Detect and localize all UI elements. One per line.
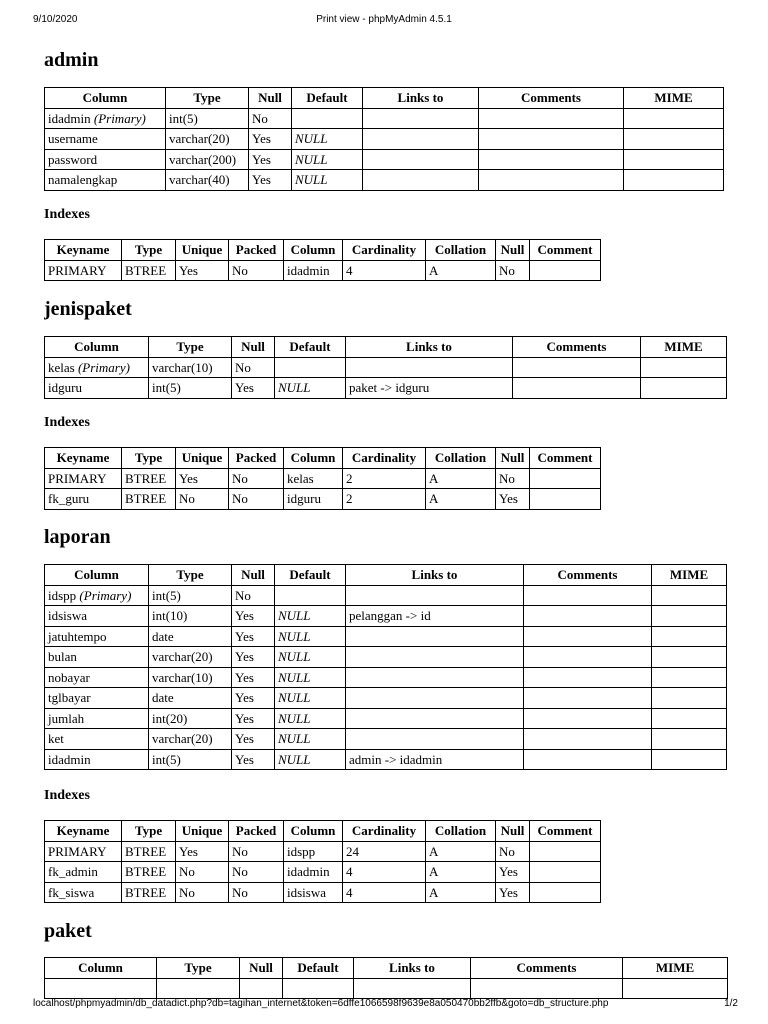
table-title-jenispaket: jenispaket — [44, 298, 132, 320]
index-header: Packed — [229, 821, 284, 842]
column-name: idguru — [48, 380, 82, 396]
column-name: nobayar — [48, 669, 90, 685]
column-links: admin -> idadmin — [346, 749, 524, 770]
column-name: password — [48, 151, 98, 167]
indexes-title-admin: Indexes — [44, 207, 90, 222]
column-name-cell — [45, 585, 149, 606]
index-cell — [530, 882, 601, 903]
column-links — [363, 170, 479, 191]
column-name: jatuhtempo — [48, 628, 107, 644]
column-name-cell — [45, 626, 149, 647]
index-header: Null — [496, 821, 530, 842]
print-title: Print view - phpMyAdmin 4.5.1 — [316, 14, 452, 25]
column-null: Yes — [232, 606, 275, 627]
index-cell: A — [426, 260, 496, 281]
column-header: Null — [232, 565, 275, 586]
column-links: paket -> idguru — [346, 378, 513, 399]
index-cell: fk_admin — [45, 862, 122, 883]
column-name-cell — [45, 978, 157, 999]
index-cell: BTREE — [122, 862, 176, 883]
column-header: MIME — [624, 88, 724, 109]
table-row — [45, 170, 724, 191]
column-type: varchar(20) — [166, 129, 249, 150]
page-number: 1/2 — [724, 998, 738, 1009]
column-name: namalengkap — [48, 172, 118, 188]
column-type: varchar(40) — [166, 170, 249, 191]
column-mime — [652, 606, 727, 627]
header-row — [45, 448, 601, 469]
column-null: Yes — [232, 378, 275, 399]
column-links — [363, 149, 479, 170]
index-header: Keyname — [45, 448, 122, 469]
column-type: int(20) — [149, 708, 232, 729]
table-row — [45, 108, 724, 129]
column-default — [275, 585, 346, 606]
table-row — [45, 260, 601, 281]
index-header: Collation — [426, 821, 496, 842]
index-cell: PRIMARY — [45, 841, 122, 862]
indexes-table-jenispaket — [44, 447, 601, 510]
column-null: Yes — [232, 729, 275, 750]
column-name: tglbayar — [48, 690, 91, 706]
column-comments — [479, 129, 624, 150]
index-cell: kelas — [284, 468, 343, 489]
table-row — [45, 749, 727, 770]
column-mime — [624, 108, 724, 129]
column-links — [346, 357, 513, 378]
column-links: pelanggan -> id — [346, 606, 524, 627]
column-mime — [641, 357, 727, 378]
index-cell: A — [426, 841, 496, 862]
index-header: Cardinality — [343, 821, 426, 842]
column-header: Comments — [471, 958, 623, 979]
column-mime — [652, 688, 727, 709]
column-default: NULL — [275, 667, 346, 688]
column-null: Yes — [249, 129, 292, 150]
columns-table-laporan — [44, 564, 727, 770]
column-comments — [471, 978, 623, 999]
column-links — [346, 626, 524, 647]
table-row — [45, 149, 724, 170]
column-type: varchar(20) — [149, 647, 232, 668]
index-cell: 4 — [343, 882, 426, 903]
index-cell: BTREE — [122, 841, 176, 862]
column-header: Default — [275, 565, 346, 586]
index-cell: PRIMARY — [45, 260, 122, 281]
index-cell: 4 — [343, 862, 426, 883]
index-cell: No — [496, 260, 530, 281]
column-comments — [479, 108, 624, 129]
column-null: No — [232, 585, 275, 606]
index-cell: No — [176, 489, 229, 510]
index-header: Unique — [176, 240, 229, 261]
column-default — [275, 357, 346, 378]
columns-table-admin — [44, 87, 724, 191]
column-name: idadmin — [48, 751, 91, 767]
indexes-table-laporan — [44, 820, 601, 903]
index-cell — [530, 841, 601, 862]
table-row — [45, 882, 601, 903]
table-title-paket: paket — [44, 920, 92, 942]
column-name-cell — [45, 170, 166, 191]
index-cell: idsiswa — [284, 882, 343, 903]
column-name-cell — [45, 108, 166, 129]
column-mime — [624, 170, 724, 191]
column-null: No — [249, 108, 292, 129]
index-cell: No — [229, 841, 284, 862]
column-type: int(10) — [149, 606, 232, 627]
index-cell: Yes — [496, 862, 530, 883]
column-name: idadmin — [48, 110, 91, 126]
column-type — [157, 978, 240, 999]
column-name-cell — [45, 688, 149, 709]
column-links — [346, 667, 524, 688]
column-links — [346, 688, 524, 709]
table-row — [45, 729, 727, 750]
column-header: Links to — [346, 337, 513, 358]
column-default: NULL — [292, 129, 363, 150]
column-links — [354, 978, 471, 999]
column-type: varchar(10) — [149, 357, 232, 378]
print-date: 9/10/2020 — [33, 14, 78, 25]
index-cell: BTREE — [122, 882, 176, 903]
index-cell: BTREE — [122, 468, 176, 489]
index-cell: BTREE — [122, 260, 176, 281]
column-type: int(5) — [149, 378, 232, 399]
column-type: int(5) — [149, 749, 232, 770]
column-header: Links to — [346, 565, 524, 586]
column-name-cell — [45, 749, 149, 770]
index-header: Packed — [229, 240, 284, 261]
column-header: Column — [45, 88, 166, 109]
column-header: Comments — [479, 88, 624, 109]
index-cell: idadmin — [284, 260, 343, 281]
index-cell — [530, 468, 601, 489]
index-cell: 24 — [343, 841, 426, 862]
column-mime — [641, 378, 727, 399]
index-header: Column — [284, 448, 343, 469]
index-cell: 4 — [343, 260, 426, 281]
column-comments — [513, 378, 641, 399]
column-type: int(5) — [166, 108, 249, 129]
column-null: Yes — [232, 626, 275, 647]
column-null: Yes — [249, 149, 292, 170]
column-comments — [524, 749, 652, 770]
primary-marker: (Primary) — [93, 110, 146, 126]
index-header: Keyname — [45, 821, 122, 842]
column-name-cell — [45, 647, 149, 668]
table-row — [45, 585, 727, 606]
index-cell: No — [229, 468, 284, 489]
column-default: NULL — [275, 708, 346, 729]
index-cell: Yes — [496, 489, 530, 510]
index-header: Unique — [176, 821, 229, 842]
column-default: NULL — [275, 626, 346, 647]
column-name-cell — [45, 729, 149, 750]
primary-marker: (Primary) — [79, 587, 132, 603]
index-cell: Yes — [496, 882, 530, 903]
index-cell: No — [229, 260, 284, 281]
table-row — [45, 626, 727, 647]
index-header: Packed — [229, 448, 284, 469]
column-header: Null — [249, 88, 292, 109]
column-comments — [524, 729, 652, 750]
index-header: Comment — [530, 448, 601, 469]
index-header: Comment — [530, 240, 601, 261]
index-cell: Yes — [176, 841, 229, 862]
column-name: kelas — [48, 359, 75, 375]
column-mime — [623, 978, 728, 999]
column-name-cell — [45, 667, 149, 688]
index-cell: No — [176, 862, 229, 883]
column-header: Links to — [363, 88, 479, 109]
column-header: Default — [292, 88, 363, 109]
column-header: Type — [157, 958, 240, 979]
column-null: Yes — [232, 708, 275, 729]
column-header: Null — [240, 958, 283, 979]
column-links — [363, 129, 479, 150]
index-header: Type — [122, 240, 176, 261]
table-row — [45, 667, 727, 688]
column-comments — [524, 647, 652, 668]
table-row — [45, 708, 727, 729]
index-cell: No — [229, 862, 284, 883]
header-row — [45, 88, 724, 109]
column-name: idspp — [48, 587, 77, 603]
index-cell: A — [426, 489, 496, 510]
column-null: Yes — [232, 749, 275, 770]
index-header: Collation — [426, 240, 496, 261]
column-mime — [652, 729, 727, 750]
column-header: Column — [45, 565, 149, 586]
column-comments — [479, 170, 624, 191]
header-row — [45, 240, 601, 261]
index-cell: 2 — [343, 468, 426, 489]
table-row — [45, 468, 601, 489]
column-header: Links to — [354, 958, 471, 979]
index-cell: fk_siswa — [45, 882, 122, 903]
header-row — [45, 821, 601, 842]
index-cell — [530, 260, 601, 281]
column-name: username — [48, 131, 98, 147]
column-null — [240, 978, 283, 999]
column-header: Type — [166, 88, 249, 109]
index-cell: idadmin — [284, 862, 343, 883]
table-title-laporan: laporan — [44, 526, 111, 548]
column-links — [346, 729, 524, 750]
column-comments — [524, 667, 652, 688]
index-cell: No — [496, 468, 530, 489]
column-default: NULL — [275, 749, 346, 770]
column-name: jumlah — [48, 710, 85, 726]
column-name-cell — [45, 708, 149, 729]
column-links — [346, 585, 524, 606]
column-null: Yes — [232, 688, 275, 709]
page-url: localhost/phpmyadmin/db_datadict.php?db=tagihan_internet&token=6dffe1066598f9639e8a050470bb2ffb&goto=db_structure.php — [33, 998, 609, 1009]
column-default: NULL — [275, 647, 346, 668]
column-type: varchar(10) — [149, 667, 232, 688]
column-type: date — [149, 688, 232, 709]
column-comments — [524, 585, 652, 606]
print-footer — [0, 998, 768, 1012]
column-name: ket — [48, 731, 64, 747]
column-name-cell — [45, 357, 149, 378]
indexes-title-jenispaket: Indexes — [44, 415, 90, 430]
column-mime — [652, 749, 727, 770]
data-dictionary — [44, 0, 734, 1024]
table-row — [45, 978, 728, 999]
table-row — [45, 647, 727, 668]
index-header: Comment — [530, 821, 601, 842]
column-links — [346, 708, 524, 729]
index-cell: A — [426, 862, 496, 883]
table-title-admin: admin — [44, 49, 99, 71]
index-cell: A — [426, 882, 496, 903]
index-cell: No — [229, 882, 284, 903]
header-row — [45, 565, 727, 586]
index-cell: No — [229, 489, 284, 510]
columns-table-paket — [44, 957, 728, 999]
column-links — [363, 108, 479, 129]
column-links — [346, 647, 524, 668]
index-header: Null — [496, 448, 530, 469]
column-default — [292, 108, 363, 129]
column-name-cell — [45, 149, 166, 170]
index-header: Cardinality — [343, 240, 426, 261]
index-cell: No — [176, 882, 229, 903]
column-header: Type — [149, 565, 232, 586]
index-cell — [530, 489, 601, 510]
column-default — [283, 978, 354, 999]
column-null: Yes — [232, 647, 275, 668]
column-header: Column — [45, 337, 149, 358]
column-comments — [524, 606, 652, 627]
column-type: varchar(20) — [149, 729, 232, 750]
header-row — [45, 337, 727, 358]
column-name-cell — [45, 606, 149, 627]
column-header: Type — [149, 337, 232, 358]
index-cell — [530, 862, 601, 883]
column-comments — [524, 708, 652, 729]
header-row — [45, 958, 728, 979]
column-header: Null — [232, 337, 275, 358]
index-cell: No — [496, 841, 530, 862]
column-comments — [524, 688, 652, 709]
column-null: No — [232, 357, 275, 378]
column-mime — [652, 708, 727, 729]
index-header: Cardinality — [343, 448, 426, 469]
column-name: idsiswa — [48, 608, 87, 624]
index-header: Column — [284, 240, 343, 261]
column-type: date — [149, 626, 232, 647]
column-default: NULL — [275, 606, 346, 627]
column-header: MIME — [641, 337, 727, 358]
column-default: NULL — [292, 149, 363, 170]
table-row — [45, 489, 601, 510]
index-cell: idspp — [284, 841, 343, 862]
column-default: NULL — [275, 688, 346, 709]
index-cell: A — [426, 468, 496, 489]
index-header: Unique — [176, 448, 229, 469]
column-header: Column — [45, 958, 157, 979]
column-name-cell — [45, 378, 149, 399]
column-comments — [479, 149, 624, 170]
column-name-cell — [45, 129, 166, 150]
column-default: NULL — [275, 378, 346, 399]
index-header: Column — [284, 821, 343, 842]
table-row — [45, 688, 727, 709]
index-cell: BTREE — [122, 489, 176, 510]
column-name: bulan — [48, 649, 77, 665]
index-cell: fk_guru — [45, 489, 122, 510]
column-comments — [524, 626, 652, 647]
column-mime — [652, 647, 727, 668]
column-mime — [652, 585, 727, 606]
table-row — [45, 862, 601, 883]
indexes-title-laporan: Indexes — [44, 788, 90, 803]
column-mime — [624, 149, 724, 170]
column-mime — [624, 129, 724, 150]
index-header: Type — [122, 448, 176, 469]
index-cell: PRIMARY — [45, 468, 122, 489]
column-type: varchar(200) — [166, 149, 249, 170]
column-mime — [652, 626, 727, 647]
column-default: NULL — [275, 729, 346, 750]
table-row — [45, 378, 727, 399]
column-header: MIME — [652, 565, 727, 586]
column-header: Default — [283, 958, 354, 979]
index-cell: 2 — [343, 489, 426, 510]
table-row — [45, 606, 727, 627]
primary-marker: (Primary) — [77, 359, 130, 375]
column-mime — [652, 667, 727, 688]
table-row — [45, 129, 724, 150]
column-header: Comments — [513, 337, 641, 358]
indexes-table-admin — [44, 239, 601, 281]
index-cell: idguru — [284, 489, 343, 510]
column-default: NULL — [292, 170, 363, 191]
index-header: Collation — [426, 448, 496, 469]
column-type: int(5) — [149, 585, 232, 606]
column-header: MIME — [623, 958, 728, 979]
columns-table-jenispaket — [44, 336, 727, 399]
index-header: Null — [496, 240, 530, 261]
column-header: Comments — [524, 565, 652, 586]
index-header: Type — [122, 821, 176, 842]
column-comments — [513, 357, 641, 378]
index-header: Keyname — [45, 240, 122, 261]
column-null: Yes — [249, 170, 292, 191]
index-cell: Yes — [176, 260, 229, 281]
column-null: Yes — [232, 667, 275, 688]
index-cell: Yes — [176, 468, 229, 489]
table-row — [45, 841, 601, 862]
column-header: Default — [275, 337, 346, 358]
table-row — [45, 357, 727, 378]
